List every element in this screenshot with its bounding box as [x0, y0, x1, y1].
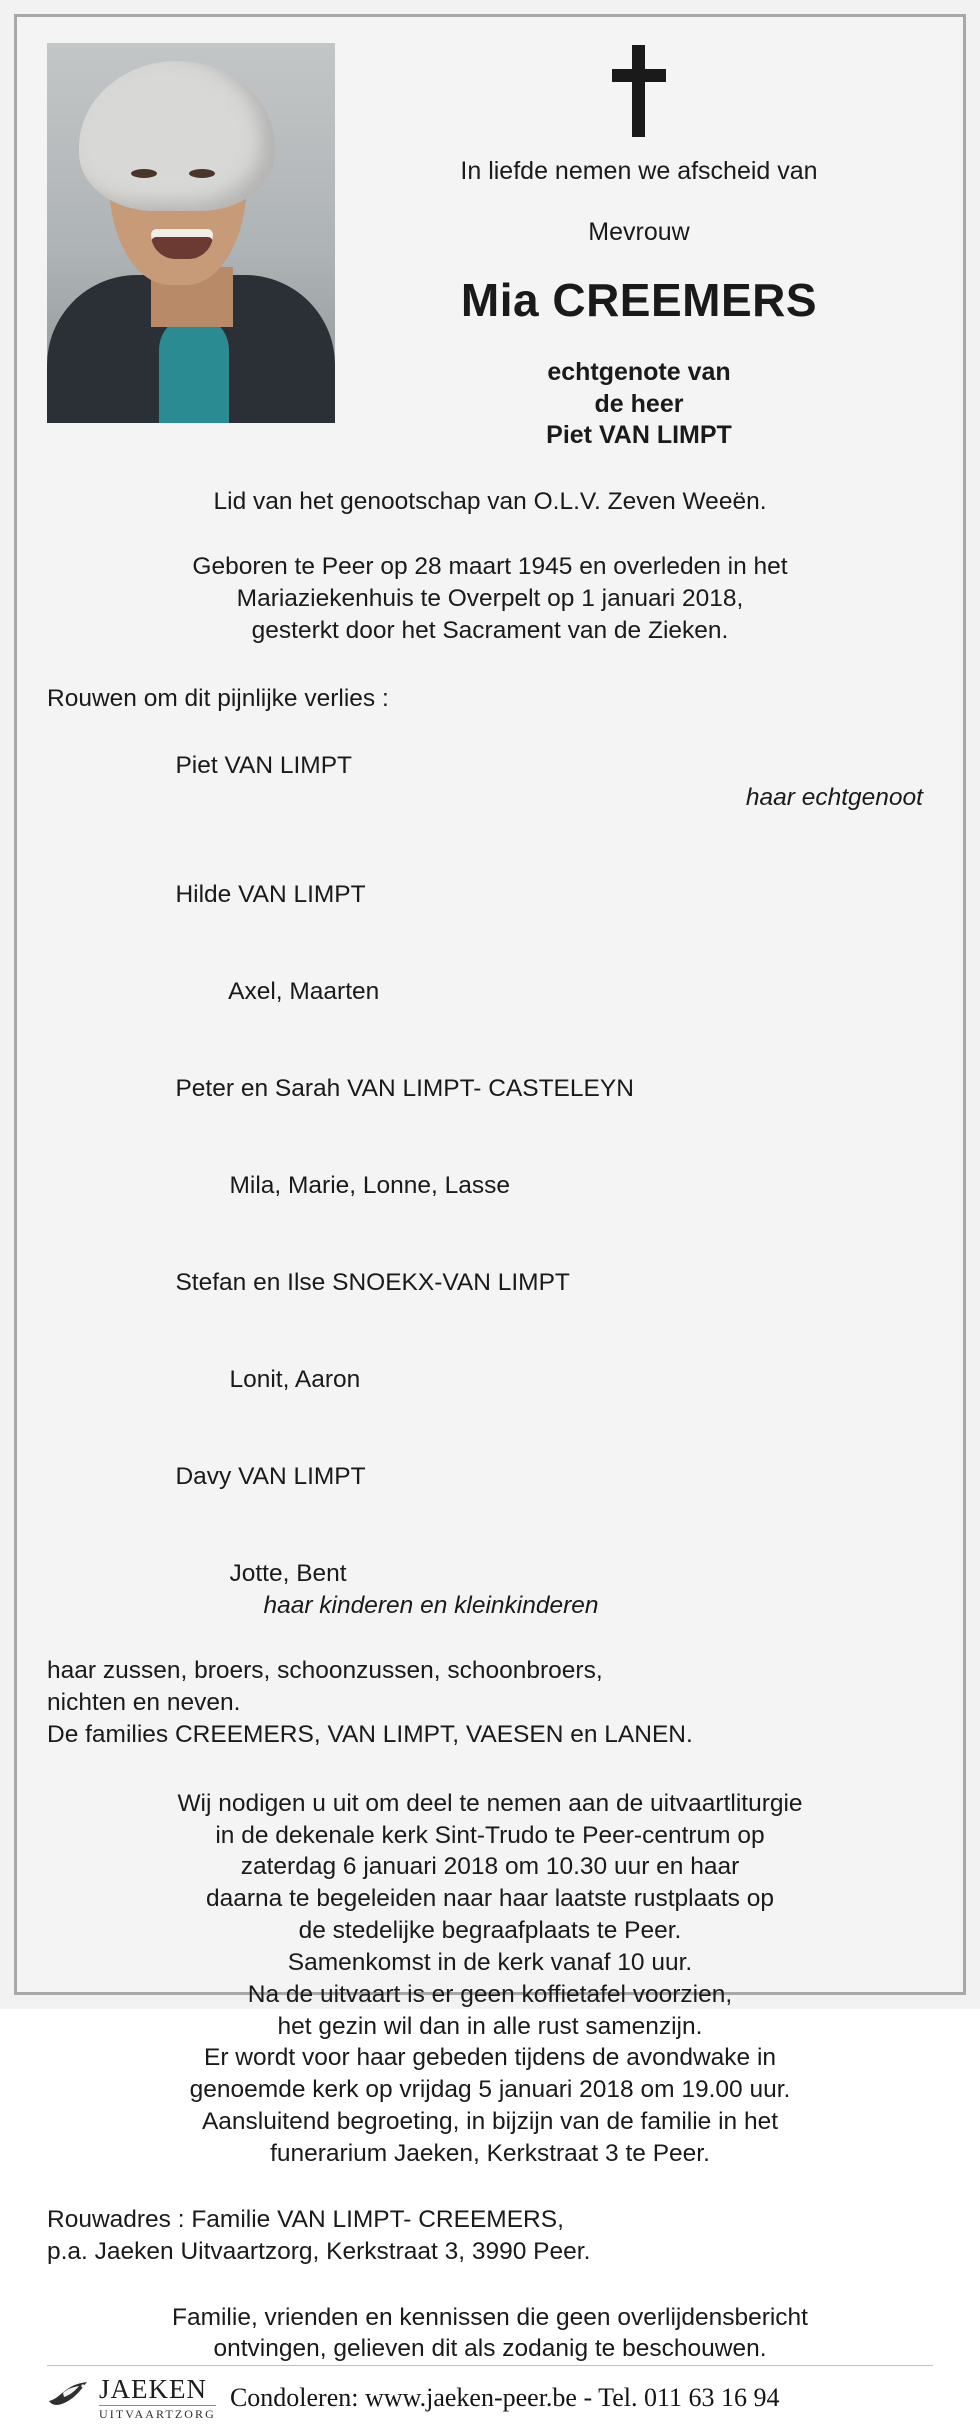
family-row: [47, 1040, 933, 1137]
contact-line: Condoleren: www.jaeken-peer.be - Tel. 011 63 16 94: [229, 2383, 780, 2413]
spouse-line-2: de heer: [594, 389, 684, 418]
invitation-line: Na de uitvaart is er geen koffietafel voorzien,: [247, 1980, 733, 2008]
invitation-line: Samenkomst in de kerk vanaf 10 uur.: [287, 1948, 693, 1976]
condolence-address-line: Rouwadres : Familie VAN LIMPT- CREEMERS,: [47, 2205, 564, 2233]
family-row: [47, 717, 933, 846]
family-tail-line: nichten en neven.: [47, 1689, 241, 1717]
birth-death-line: Geboren te Peer op 28 maart 1945 en overleden in het: [192, 553, 788, 581]
dove-icon: [47, 2379, 91, 2418]
family-member-name: Davy VAN LIMPT: [175, 1462, 366, 1490]
invitation-line: funerarium Jaeken, Kerkstraat 3 te Peer.: [270, 2139, 710, 2167]
general-notice-block: [47, 2302, 933, 2366]
family-row: [47, 1137, 933, 1234]
family-row: [47, 1428, 933, 1525]
condolence-address-block: [47, 2204, 933, 2268]
invitation-line: daarna te begeleiden naar haar laatste rustplaats op: [206, 1885, 774, 1913]
family-row: [47, 944, 933, 1041]
salutation-text: Mevrouw: [588, 218, 690, 246]
membership-text: Lid van het genootschap van O.L.V. Zeven Weeën.: [213, 487, 767, 515]
family-row: [47, 1331, 933, 1428]
footer: [47, 2365, 933, 2428]
family-role: haar kinderen en kleinkinderen: [263, 1592, 599, 1620]
deceased-name: Mia CREEMERS: [460, 274, 818, 326]
family-row: [47, 1525, 933, 1654]
family-member-name: Lonit, Aaron: [229, 1365, 361, 1393]
header-section: [47, 17, 933, 452]
invitation-block: [47, 1788, 933, 2170]
invitation-line: genoemde kerk op vrijdag 5 januari 2018 om 19.00 uur.: [189, 2076, 791, 2104]
family-row: [47, 847, 933, 944]
general-notice-line: ontvingen, gelieven dit als zodanig te beschouwen.: [213, 2335, 767, 2363]
family-tail: [47, 1655, 933, 1752]
logo-name: JAEKEN: [99, 2374, 207, 2405]
spouse-line-1: echtgenote van: [547, 358, 731, 386]
birth-death-block: [47, 551, 933, 647]
invitation-line: Er wordt voor haar gebeden tijdens de avondwake in: [203, 2044, 777, 2072]
funeral-home-logo: [47, 2376, 216, 2420]
portrait-photo: [47, 43, 335, 423]
family-member-name: Axel, Maarten: [228, 977, 380, 1005]
family-member-name: Stefan en Ilse SNOEKX-VAN LIMPT: [175, 1268, 570, 1296]
birth-death-line: Mariaziekenhuis te Overpelt op 1 januari 2018,: [236, 585, 744, 613]
invitation-line: de stedelijke begraafplaats te Peer.: [298, 1917, 682, 1945]
invitation-line: zaterdag 6 januari 2018 om 10.30 uur en haar: [240, 1853, 740, 1881]
invitation-line: het gezin wil dan in alle rust samenzijn.: [277, 2012, 703, 2040]
birth-death-line: gesterkt door het Sacrament van de Zieken.: [251, 617, 729, 645]
card-border: [14, 14, 966, 2422]
family-tail-line: haar zussen, broers, schoonzussen, schoonbroers,: [47, 1656, 603, 1684]
spouse-block: [345, 357, 933, 452]
family-intro: Rouwen om dit pijnlijke verlies :: [47, 684, 389, 712]
family-member-name: Jotte, Bent: [229, 1559, 347, 1587]
invitation-line: in de dekenale kerk Sint-Trudo te Peer-centrum op: [215, 1821, 765, 1849]
family-member-name: Hilde VAN LIMPT: [175, 880, 366, 908]
family-member-name: Piet VAN LIMPT: [175, 751, 353, 779]
spouse-line-3: Piet VAN LIMPT: [546, 421, 732, 449]
condolence-address-line: p.a. Jaeken Uitvaartzorg, Kerkstraat 3, 3990 Peer.: [47, 2237, 591, 2265]
heading-block: [335, 43, 933, 452]
intro-text: In liefde nemen we afscheid van: [460, 157, 818, 185]
family-member-name: Peter en Sarah VAN LIMPT- CASTELEYN: [175, 1074, 634, 1102]
invitation-line: Aansluitend begroeting, in bijzijn van de familie in het: [201, 2108, 779, 2136]
invitation-line: Wij nodigen u uit om deel te nemen aan de uitvaartliturgie: [177, 1789, 803, 1817]
family-member-name: Mila, Marie, Lonne, Lasse: [229, 1171, 510, 1199]
family-role: haar echtgenoot: [745, 783, 923, 811]
family-row: [47, 1234, 933, 1331]
family-tail-line: De families CREEMERS, VAN LIMPT, VAESEN en LANEN.: [47, 1721, 693, 1749]
logo-subtitle: UITVAARTZORG: [99, 2407, 216, 2422]
latin-cross-icon: [345, 43, 933, 139]
family-block: [47, 683, 933, 1752]
general-notice-line: Familie, vrienden en kennissen die geen overlijdensbericht: [171, 2303, 808, 2331]
